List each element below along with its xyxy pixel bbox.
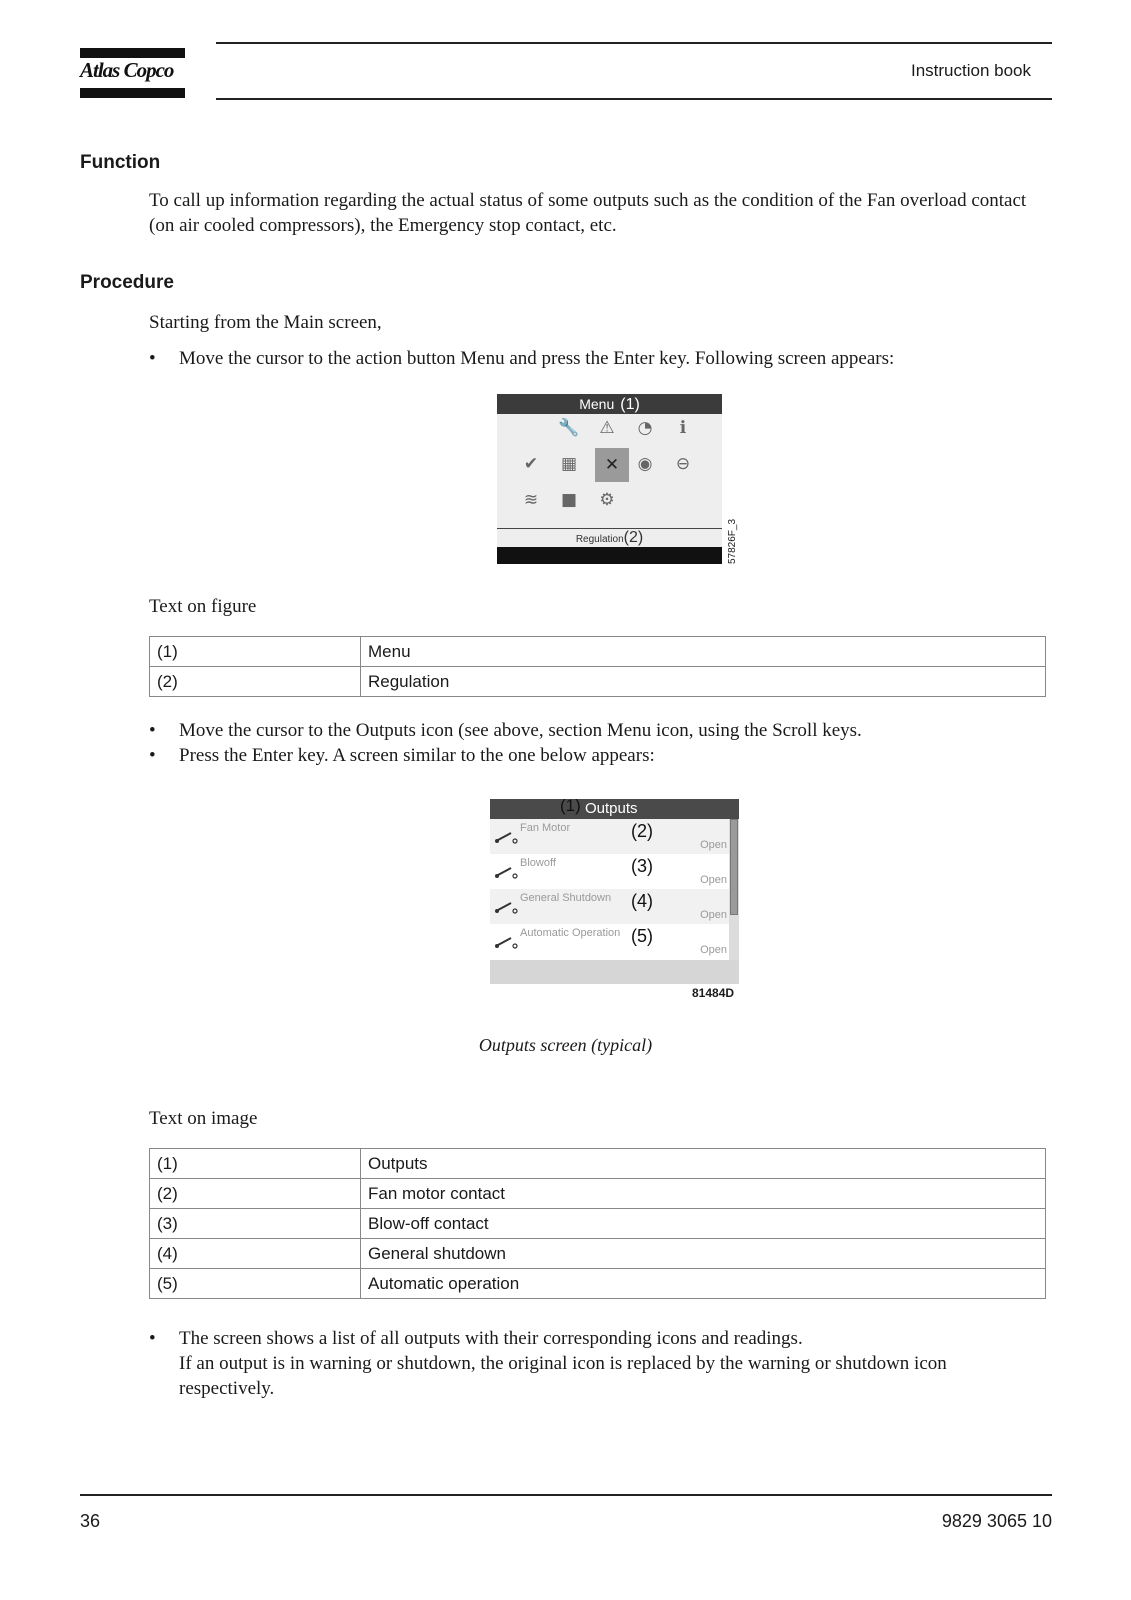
table-row <box>150 667 1046 697</box>
scrollbar-thumb <box>730 819 738 915</box>
wrench-icon: 🔧 <box>558 418 580 438</box>
table-row <box>150 1149 1046 1179</box>
display-icon: ▦ <box>560 454 578 474</box>
callout-number: (3) <box>631 856 653 876</box>
output-value: Open <box>700 874 727 886</box>
header-rule-top <box>216 42 1052 44</box>
output-name: Fan Motor <box>520 822 571 834</box>
logo: Atlas Copco <box>80 58 174 82</box>
bullet-dot: • <box>149 745 156 766</box>
menu-screen-title-text: Menu <box>579 396 615 412</box>
figure-caption: Outputs screen (typical) <box>478 1035 653 1055</box>
logo-bar-bottom <box>80 88 185 98</box>
bullet-item <box>149 1326 1039 1401</box>
bullet-text: Move the cursor to the Outputs icon (see above, section Menu icon, using the Scroll keys. <box>179 720 862 741</box>
switch-contact-icon <box>494 829 520 845</box>
callout-number-cell: (2) <box>150 1179 361 1209</box>
output-name: Automatic Operation <box>520 927 621 939</box>
document-number: 9829 3065 10 <box>941 1511 1052 1531</box>
outputs-screen-figure <box>490 796 739 986</box>
warning-icon: ⚠ <box>599 418 615 438</box>
bullet-text: The screen shows a list of all outputs with their corresponding icons and readings. <box>179 1328 803 1349</box>
input-icon: ◉ <box>637 454 653 474</box>
callout-description-cell: Automatic operation <box>361 1269 1046 1299</box>
figure-legend-table <box>149 636 1046 697</box>
callout-description-cell: Fan motor contact <box>361 1179 1046 1209</box>
callout-1: (1) <box>560 796 581 815</box>
output-row <box>490 924 729 959</box>
outputs-screen-title <box>490 796 739 819</box>
logo-bar-top <box>80 48 185 58</box>
table-row <box>150 1209 1046 1239</box>
procedure-intro: Starting from the Main screen, <box>149 312 382 333</box>
switch-contact-icon <box>494 899 520 915</box>
callout-number-cell: (1) <box>150 1149 361 1179</box>
bullet-dot: • <box>149 348 156 369</box>
menu-footer-bar <box>497 547 722 564</box>
switch-contact-icon <box>494 934 520 950</box>
bullet-text: Press the Enter key. A screen similar to the one below appears: <box>179 745 655 766</box>
text-on-image-label: Text on image <box>149 1108 258 1129</box>
callout-description-cell: Blow-off contact <box>361 1209 1046 1239</box>
table-row <box>150 1179 1046 1209</box>
regulation-icon: ✕ <box>595 448 629 482</box>
info-icon: ℹ <box>679 418 687 438</box>
callout-number-cell: (3) <box>150 1209 361 1239</box>
callout-number-cell: (5) <box>150 1269 361 1299</box>
text-on-figure-label: Text on figure <box>149 596 257 617</box>
output-row <box>490 819 729 854</box>
callout-number: (2) <box>631 821 653 841</box>
bullet-text: Move the cursor to the action button Menu and press the Enter key. Following screen appears: <box>179 348 895 369</box>
callout-number-cell: (2) <box>150 667 361 697</box>
menu-selected-text: Regulation <box>575 534 624 545</box>
figure-code: 81484D <box>692 986 735 1000</box>
function-heading: Function <box>80 152 161 173</box>
header-title: Instruction book <box>910 61 1031 80</box>
page-number: 36 <box>80 1511 101 1531</box>
bullet-dot: • <box>149 1328 156 1349</box>
callout-description-cell: Menu <box>361 637 1046 667</box>
callout-number: (5) <box>631 926 653 946</box>
header-rule-bottom <box>216 98 1052 100</box>
save-icon: ■ <box>560 490 578 510</box>
bullet-item <box>149 743 1039 768</box>
table-row <box>150 637 1046 667</box>
output-icon: ⊖ <box>675 454 691 474</box>
callout-description-cell: General shutdown <box>361 1239 1046 1269</box>
output-value: Open <box>700 839 727 851</box>
output-name: Blowoff <box>520 857 556 869</box>
output-row <box>490 889 729 924</box>
procedure-heading: Procedure <box>80 272 174 293</box>
callout-2: (2) <box>623 529 644 546</box>
output-row <box>490 854 729 889</box>
output-value: Open <box>700 909 727 921</box>
outputs-screen-title-text: Outputs <box>585 800 638 817</box>
footer-rule <box>80 1494 1052 1496</box>
energy-saving-icon: ≋ <box>523 490 539 510</box>
bullet-item <box>149 718 1039 743</box>
switch-contact-icon <box>494 864 520 880</box>
callout-number-cell: (4) <box>150 1239 361 1269</box>
menu-screen-figure <box>497 394 722 564</box>
bullet-continuation: If an output is in warning or shutdown, the original icon is replaced by the warning or shutdown icon respectively. <box>179 1353 947 1399</box>
menu-selected-label <box>497 529 722 549</box>
bullet-dot: • <box>149 720 156 741</box>
image-legend-table <box>149 1148 1046 1299</box>
settings-icon: ⚙ <box>599 490 615 510</box>
outputs-footer-bar <box>490 960 739 984</box>
callout-1: (1) <box>620 396 640 413</box>
menu-screen-title <box>497 394 722 414</box>
service-check-icon: ✔ <box>523 454 539 474</box>
output-name: General Shutdown <box>520 892 612 904</box>
callout-description-cell: Outputs <box>361 1149 1046 1179</box>
table-row <box>150 1239 1046 1269</box>
function-text: To call up information regarding the actual status of some outputs such as the condition of the Fan overload contact (on air cooled compressors), the Emergency stop contact, etc. <box>149 190 1027 236</box>
clock-icon: ◔ <box>637 418 653 438</box>
callout-number-cell: (1) <box>150 637 361 667</box>
callout-number: (4) <box>631 891 653 911</box>
callout-description-cell: Regulation <box>361 667 1046 697</box>
table-row <box>150 1269 1046 1299</box>
bullet-item <box>149 346 1039 371</box>
figure-code: 57826F_3 <box>727 518 738 564</box>
output-value: Open <box>700 944 727 956</box>
